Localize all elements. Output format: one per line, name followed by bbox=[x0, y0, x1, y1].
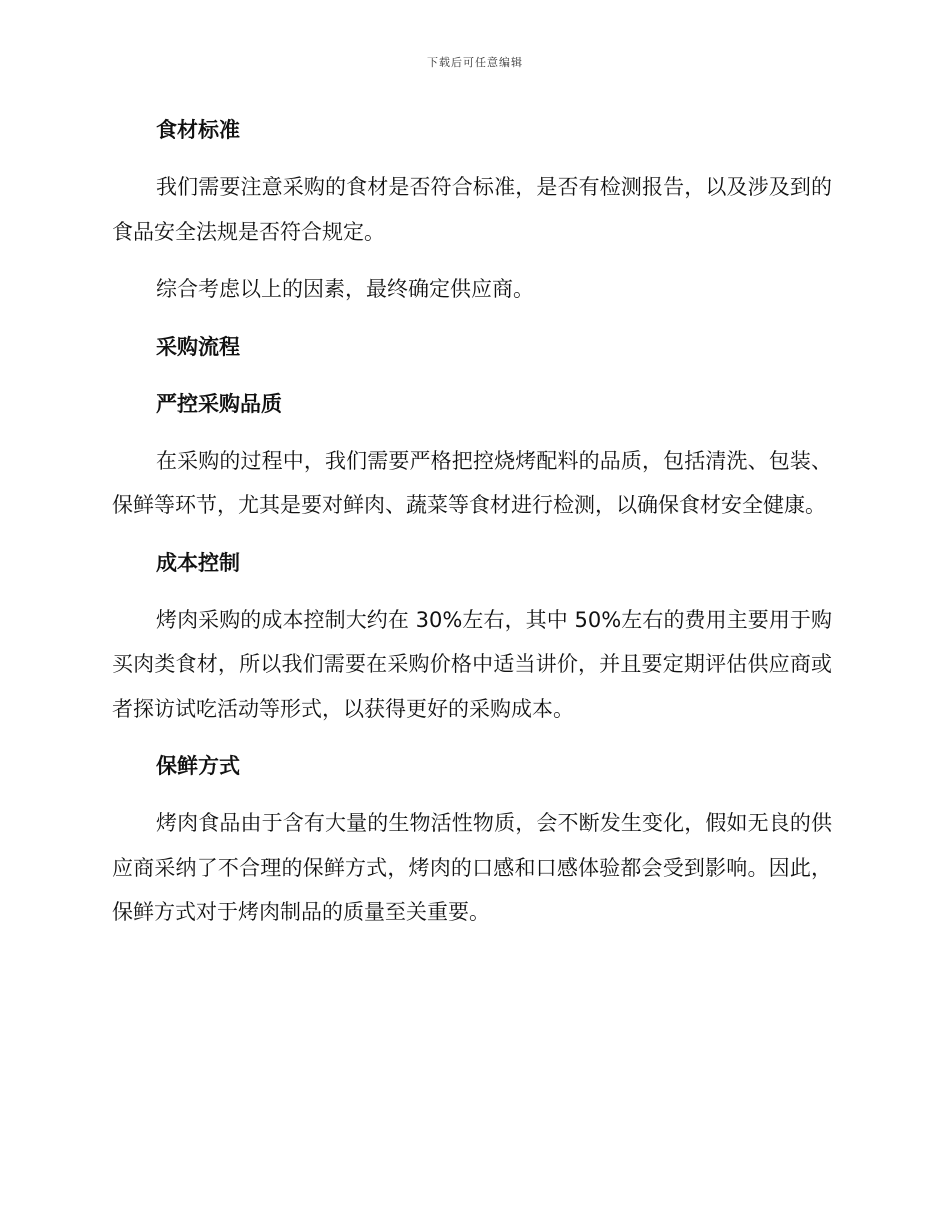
document-body bbox=[112, 108, 832, 948]
paragraph-preservation: 烤肉食品由于含有大量的生物活性物质，会不断发生变化，假如无良的供应商采纳了不合理的保鲜方式，烤肉的口感和口感体验都会受到影响。因此，保鲜方式对于烤肉制品的质量至关重要。 bbox=[112, 811, 832, 924]
paragraph-cost-control: 烤肉采购的成本控制大约在 30%左右，其中 50%左右的费用主要用于购买肉类食材，所以我们需要在采购价格中适当讲价，并且要定期评估供应商或者探访试吃活动等形式，以获得更好的采购成本。 bbox=[112, 607, 832, 721]
section-heading-cost-control: 成本控制 bbox=[156, 550, 240, 575]
paragraph-ingredient-standards: 我们需要注意采购的食材是否符合标准，是否有检测报告，以及涉及到的食品安全法规是否符合规定。 bbox=[112, 175, 832, 244]
header-note: 下载后可任意编辑 bbox=[427, 56, 523, 69]
section-heading-procurement-process: 采购流程 bbox=[156, 334, 240, 359]
section-heading-ingredient-standards: 食材标准 bbox=[156, 118, 240, 142]
section-heading-preservation: 保鲜方式 bbox=[156, 754, 240, 778]
paragraph-quality-control: 在采购的过程中，我们需要严格把控烧烤配料的品质，包括清洗、包装、保鲜等环节，尤其是要对鲜肉、蔬菜等食材进行检测，以确保食材安全健康。 bbox=[112, 448, 832, 517]
section-heading-quality-control: 严控采购品质 bbox=[156, 391, 282, 416]
paragraph-supplier-decision: 综合考虑以上的因素，最终确定供应商。 bbox=[156, 277, 534, 301]
